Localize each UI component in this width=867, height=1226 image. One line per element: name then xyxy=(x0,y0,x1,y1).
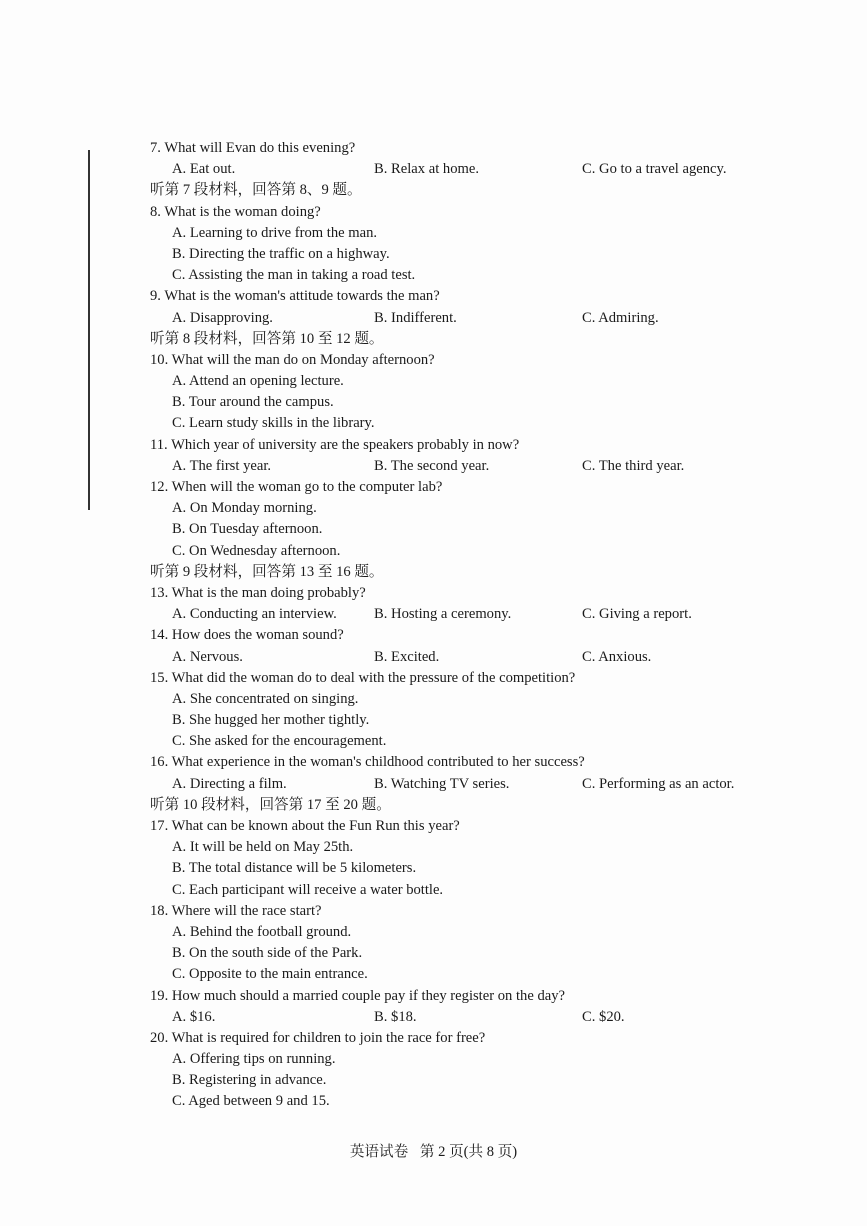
question-7-options xyxy=(150,159,790,180)
question-19-option-c: C. $20. xyxy=(582,1008,625,1025)
question-12-option-b: B. On Tuesday afternoon. xyxy=(172,521,323,538)
question-16-option-b: B. Watching TV series. xyxy=(374,775,510,792)
question-9-options xyxy=(150,308,790,329)
question-18-stem: 18. Where will the race start? xyxy=(150,902,322,919)
question-15-option-b: B. She hugged her mother tightly. xyxy=(172,712,370,729)
question-17-option-b: B. The total distance will be 5 kilometers. xyxy=(172,860,417,877)
question-7-option-a: A. Eat out. xyxy=(172,161,236,178)
section-7-heading: 听第 7 段材料，回答第 8、9 题。 xyxy=(150,182,362,199)
question-10-option-b: B. Tour around the campus. xyxy=(172,394,334,411)
page-footer xyxy=(0,1140,867,1161)
question-10-option-a: A. Attend an opening lecture. xyxy=(172,373,344,390)
question-15-stem: 15. What did the woman do to deal with the pressure of the competition? xyxy=(150,669,576,686)
questions-content xyxy=(150,138,790,1113)
question-17-option-a: A. It will be held on May 25th. xyxy=(172,839,354,856)
question-20-option-b: B. Registering in advance. xyxy=(172,1072,327,1089)
question-7-option-b: B. Relax at home. xyxy=(374,161,479,178)
question-12-option-c: C. On Wednesday afternoon. xyxy=(172,542,341,559)
question-11-option-c: C. The third year. xyxy=(582,457,685,474)
question-15-option-c: C. She asked for the encouragement. xyxy=(172,733,387,750)
section-10-heading: 听第 10 段材料，回答第 17 至 20 题。 xyxy=(150,796,391,813)
question-18-option-b: B. On the south side of the Park. xyxy=(172,945,363,962)
question-9-option-b: B. Indifferent. xyxy=(374,309,457,326)
question-7-option-c: C. Go to a travel agency. xyxy=(582,161,727,178)
question-17-stem: 17. What can be known about the Fun Run this year? xyxy=(150,818,460,834)
question-14-options xyxy=(150,647,790,668)
binding-margin-line xyxy=(88,150,90,510)
section-9-heading: 听第 9 段材料，回答第 13 至 16 题。 xyxy=(150,563,384,580)
question-8-option-a: A. Learning to drive from the man. xyxy=(172,224,378,241)
question-20-option-a: A. Offering tips on running. xyxy=(172,1051,336,1068)
question-8-stem: 8. What is the woman doing? xyxy=(150,203,321,220)
question-17-option-c: C. Each participant will receive a water bottle. xyxy=(172,881,444,898)
question-16-option-a: A. Directing a film. xyxy=(172,775,287,792)
question-12-option-a: A. On Monday morning. xyxy=(172,500,317,517)
footer-subject: 英语试卷 xyxy=(349,1144,409,1160)
question-7-stem: 7. What will Evan do this evening? xyxy=(150,140,356,156)
question-9-stem: 9. What is the woman's attitude towards the man? xyxy=(150,288,440,305)
question-11-options xyxy=(150,456,790,477)
question-18-option-c: C. Opposite to the main entrance. xyxy=(172,966,368,983)
question-19-stem: 19. How much should a married couple pay if they register on the day? xyxy=(150,987,565,1004)
question-19-option-a: A. $16. xyxy=(172,1008,216,1025)
question-20-option-c: C. Aged between 9 and 15. xyxy=(172,1093,330,1110)
question-8-option-c: C. Assisting the man in taking a road test. xyxy=(172,267,416,284)
question-14-option-b: B. Excited. xyxy=(374,648,440,665)
question-13-options xyxy=(150,604,790,625)
question-9-option-c: C. Admiring. xyxy=(582,309,659,326)
question-9-option-a: A. Disapproving. xyxy=(172,309,273,326)
section-8-heading: 听第 8 段材料，回答第 10 至 12 题。 xyxy=(150,330,384,347)
question-16-stem: 16. What experience in the woman's childhood contributed to her success? xyxy=(150,754,585,771)
question-20-stem: 20. What is required for children to join the race for free? xyxy=(150,1029,486,1046)
question-14-option-a: A. Nervous. xyxy=(172,648,243,665)
question-13-stem: 13. What is the man doing probably? xyxy=(150,584,366,601)
question-14-option-c: C. Anxious. xyxy=(582,648,652,665)
footer-page-number: 第 2 页(共 8 页) xyxy=(419,1144,518,1160)
question-13-option-c: C. Giving a report. xyxy=(582,606,692,623)
question-16-option-c: C. Performing as an actor. xyxy=(582,775,735,792)
question-12-stem: 12. When will the woman go to the computer lab? xyxy=(150,479,443,495)
question-11-stem: 11. Which year of university are the speakers probably in now? xyxy=(150,436,520,453)
question-10-option-c: C. Learn study skills in the library. xyxy=(172,415,375,432)
question-14-stem: 14. How does the woman sound? xyxy=(150,627,344,644)
question-13-option-b: B. Hosting a ceremony. xyxy=(374,606,512,623)
question-15-option-a: A. She concentrated on singing. xyxy=(172,690,359,707)
question-11-option-a: A. The first year. xyxy=(172,457,272,474)
question-19-options xyxy=(150,1007,790,1028)
question-11-option-b: B. The second year. xyxy=(374,457,490,474)
question-8-option-b: B. Directing the traffic on a highway. xyxy=(172,245,390,262)
question-10-stem: 10. What will the man do on Monday afternoon? xyxy=(150,351,435,368)
question-19-option-b: B. $18. xyxy=(374,1008,417,1025)
question-16-options xyxy=(150,774,790,795)
question-18-option-a: A. Behind the football ground. xyxy=(172,923,352,940)
question-13-option-a: A. Conducting an interview. xyxy=(172,606,337,623)
